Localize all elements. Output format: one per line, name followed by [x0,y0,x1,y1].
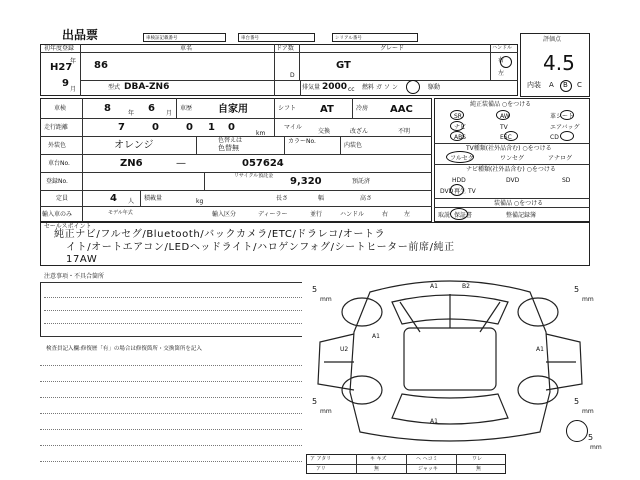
odo-digit-2: 0 [152,122,159,133]
odo-digit-5: 0 [228,122,235,133]
inspector-label: 検査員記入欄:修復歴「有」の場合は修復箇所・交換箇所を記入 [46,346,202,352]
capacity-value: 4 [110,193,117,204]
displacement-value: 2000 [322,82,348,92]
fuel-circle [406,80,420,94]
damage-mark-u2: U2 [340,346,349,353]
chassis-number: 057624 [242,158,284,169]
shaken-month: 6 [148,103,155,114]
model-value: DBA-ZN6 [124,82,170,92]
vehicle-name: 86 [94,60,108,71]
tire-depth-fr: 5 [574,285,580,294]
color-value: オレンジ [114,140,154,151]
year-label: 初年度登録 [44,45,75,52]
interior-label: 内装 [527,81,541,89]
damage-mark-b2: B2 [462,283,470,290]
use-value: 自家用 [218,104,248,115]
form-title: 出品票 [62,28,99,42]
chassis-prefix: ZN6 [120,158,143,169]
equip-circle-3 [450,131,464,141]
odo-digit-1: 7 [118,122,125,133]
damage-mark-a1-right: A1 [536,346,544,353]
equip-circle-5 [504,131,518,141]
dvd-circle [450,184,464,196]
odo-digit-3: 0 [186,122,193,133]
evaluation-score: 4.5 [543,51,575,75]
sales-point-line-1: 純正ナビ/フルセグ/Bluetooth/バックカメラ/ETC/ドラレコ/オートラ [54,229,386,240]
small-field-2: 車台番号 [238,33,315,42]
fuel-options: ガ ソ ン [376,84,398,91]
small-field-3: シリアル番号 [332,33,418,42]
damage-mark-a1-rear: A1 [430,418,438,425]
shaken-year: 8 [104,103,111,114]
equip-circle-1 [450,110,464,120]
damage-mark-a1-top: A1 [430,283,438,290]
recycle-value: 9,320 [290,176,322,187]
evaluation-label: 評価点 [543,36,562,43]
equip-circle-6 [560,110,574,120]
sales-point-label: セールスポイント [44,223,92,230]
damage-mark-a1-left: A1 [372,333,380,340]
grade-value: GT [336,60,351,71]
model-label: 型式 [108,84,121,91]
tire-depth-rr: 5 [574,397,580,406]
equipment-title: 純正装備品 ○をつける [470,101,532,108]
tire-depth-fl: 5 [312,285,318,294]
spare-tire-icon [566,420,588,442]
warranty-circle [450,208,468,220]
spare-depth: 5 [588,433,594,442]
small-field-1: 車検証記載番号 [143,33,226,42]
door-label: ドア数 [276,45,294,52]
interior-grade-circle [560,80,572,92]
tv-circle [446,151,474,163]
equip-circle-2 [450,121,464,131]
car-diagram [300,272,600,452]
name-label: 車名 [180,45,193,52]
aircon-value: AAC [390,104,413,115]
first-registration-year: H27 [50,62,73,73]
tire-depth-rl: 5 [312,397,318,406]
equip-circle-7 [560,131,574,141]
grade-label: グレード [380,45,405,52]
evaluation-box: 評価点 4.5 内装 A B C [520,33,590,97]
shift-value: AT [320,104,334,115]
odo-digit-4: 1 [208,122,215,133]
sales-point-line-3: 17AW [66,254,98,265]
notes-label: 注意事項・不具合箇所 [44,273,105,280]
color-no-value: 色替無 [218,144,239,152]
notes-box [40,282,303,336]
sales-point-line-2: イト/オートエアコン/LEDヘッドライト/ハロゲンフォグ/シートヒーター前席/純正 [66,242,455,253]
first-registration-month: 9 [62,78,69,89]
equip-circle-4 [496,110,510,120]
details-section [40,98,432,222]
